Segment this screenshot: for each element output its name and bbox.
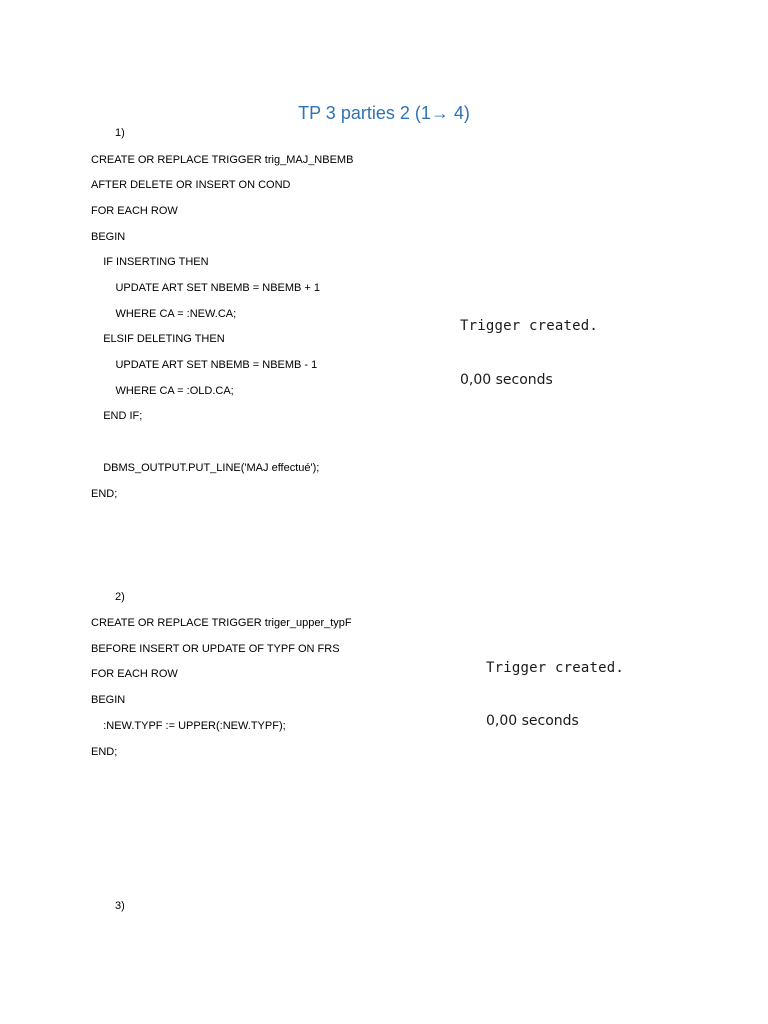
code-line: WHERE CA = :OLD.CA; xyxy=(91,385,234,397)
code-line: AFTER DELETE OR INSERT ON COND xyxy=(91,179,291,191)
output-message: Trigger created. xyxy=(486,660,625,676)
output-message: Trigger created. xyxy=(460,318,599,334)
code-line: UPDATE ART SET NBEMB = NBEMB + 1 xyxy=(91,282,321,294)
code-line: CREATE OR REPLACE TRIGGER triger_upper_typF xyxy=(91,617,352,629)
code-line: IF INSERTING THEN xyxy=(91,256,209,268)
code-line: :NEW.TYPF := UPPER(:NEW.TYPF); xyxy=(91,720,286,732)
code-line: BEGIN xyxy=(91,231,126,243)
section-number: 2) xyxy=(115,591,125,603)
code-line: ELSIF DELETING THEN xyxy=(91,333,225,345)
code-line: BEGIN xyxy=(91,694,126,706)
code-line: END IF; xyxy=(91,410,143,422)
section-number: 3) xyxy=(115,900,125,912)
code-line: WHERE CA = :NEW.CA; xyxy=(91,308,237,320)
output-time: 0,00 seconds xyxy=(460,372,553,388)
output-time: 0,00 seconds xyxy=(486,713,579,729)
code-line: DBMS_OUTPUT.PUT_LINE('MAJ effectué'); xyxy=(91,462,320,474)
code-line: BEFORE INSERT OR UPDATE OF TYPF ON FRS xyxy=(91,643,340,655)
code-line: CREATE OR REPLACE TRIGGER trig_MAJ_NBEMB xyxy=(91,154,354,166)
section-number: 1) xyxy=(115,127,125,139)
code-line: UPDATE ART SET NBEMB = NBEMB - 1 xyxy=(91,359,318,371)
code-line: END; xyxy=(91,488,118,500)
code-line: END; xyxy=(91,746,118,758)
code-line: FOR EACH ROW xyxy=(91,668,178,680)
page-title: TP 3 parties 2 (1→ 4) xyxy=(298,103,470,123)
code-line: FOR EACH ROW xyxy=(91,205,178,217)
